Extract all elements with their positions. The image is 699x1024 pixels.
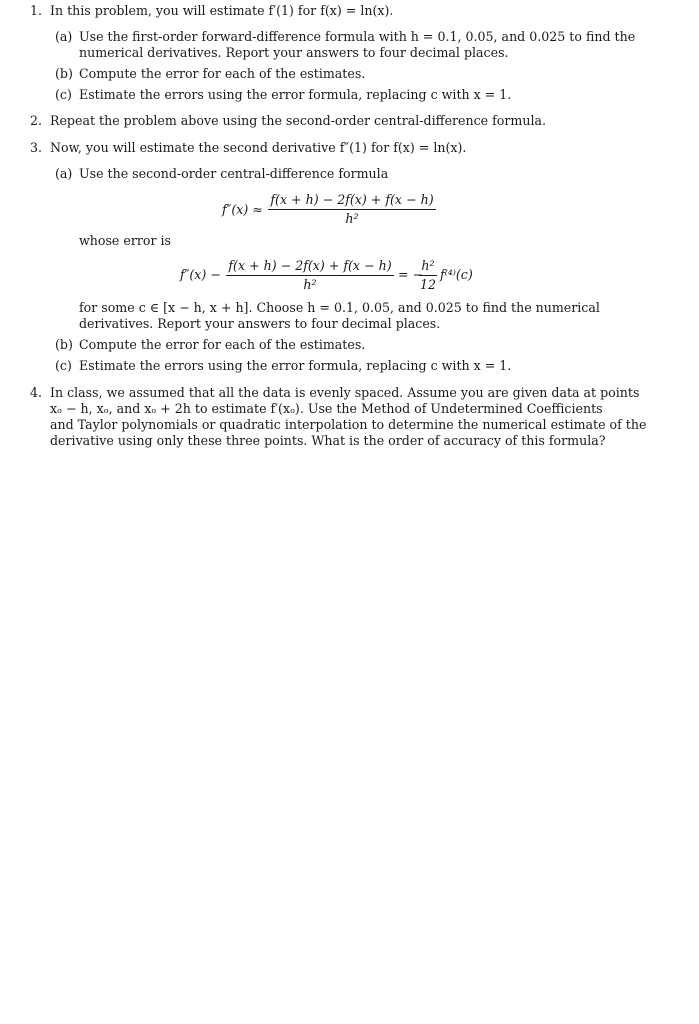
problem-4-number: 4.: [30, 385, 43, 400]
problem-1a-line-1: Use the first-order forward-difference formula with h = 0.1, 0.05, and 0.025 to find the: [79, 29, 636, 44]
formula-2-coef-bar: [419, 275, 437, 276]
formula-2-fraction-bar: [226, 275, 394, 276]
problem-2-number: 2.: [30, 113, 43, 128]
problem-3a-label: (a): [55, 166, 73, 181]
problem-2-text: Repeat the problem above using the second-order central-difference formula.: [50, 113, 546, 128]
formula-2-denominator: h²: [303, 277, 317, 292]
problem-1b-label: (b): [55, 66, 73, 81]
problem-3c-line-1: Estimate the errors using the error formula, replacing c with x = 1.: [79, 358, 512, 373]
problem-3a-after-line-1: for some c ∈ [x − h, x + h]. Choose h = 0.1, 0.05, and 0.025 to find the numerical: [79, 300, 600, 315]
formula-1-fraction: [268, 192, 436, 227]
problem-3a-after-line-2: derivatives. Report your answers to four decimal places.: [79, 316, 441, 331]
problem-4-line-4: derivative using only these three points. What is the order of accuracy of this formula?: [50, 433, 606, 448]
problem-1a-line-2: numerical derivatives. Report your answers to four decimal places.: [79, 45, 509, 60]
problem-3b-label: (b): [55, 337, 73, 352]
problem-3a-line-1: Use the second-order central-difference formula: [79, 166, 389, 181]
problem-1a-label: (a): [55, 29, 73, 44]
formula-2-lhs: f″(x) −: [180, 267, 221, 282]
formula-2-coef-numerator: h²: [421, 258, 435, 273]
problem-3b-line-1: Compute the error for each of the estimates.: [79, 337, 366, 352]
formula-1-fraction-bar: [268, 209, 436, 210]
formula-1-lhs: f″(x) ≈: [222, 202, 263, 217]
formula-2-coefficient: [419, 258, 437, 293]
formula-2-fraction: [226, 258, 394, 293]
formula-1-numerator: f(x + h) − 2f(x) + f(x − h): [270, 192, 434, 207]
problem-1c-label: (c): [55, 87, 72, 102]
formula-2-numerator: f(x + h) − 2f(x) + f(x − h): [228, 258, 392, 273]
problem-4-line-1: In class, we assumed that all the data is evenly spaced. Assume you are given data at points: [50, 385, 640, 400]
problem-3-number: 3.: [30, 140, 43, 155]
formula-2-equals: = −: [398, 267, 424, 282]
problem-4-line-2: xₒ − h, xₒ, and xₒ + 2h to estimate f′(xₒ). Use the Method of Undetermined Coefficients: [50, 401, 603, 416]
problem-4-line-3: and Taylor polynomials or quadratic interpolation to determine the numerical estimate of the: [50, 417, 647, 432]
problem-3c-label: (c): [55, 358, 72, 373]
problem-1-number: 1.: [30, 3, 43, 18]
formula-2-tail: f⁽⁴⁾(c): [440, 267, 473, 282]
problem-1c-line-1: Estimate the errors using the error formula, replacing c with x = 1.: [79, 87, 512, 102]
problem-1-text: In this problem, you will estimate f′(1) for f(x) = ln(x).: [50, 3, 394, 18]
whose-error-text: whose error is: [79, 233, 171, 248]
problem-1b-line-1: Compute the error for each of the estimates.: [79, 66, 366, 81]
formula-1-denominator: h²: [345, 211, 359, 226]
problem-3-text: Now, you will estimate the second derivative f″(1) for f(x) = ln(x).: [50, 140, 467, 155]
formula-2-coef-denominator: 12: [419, 277, 437, 292]
